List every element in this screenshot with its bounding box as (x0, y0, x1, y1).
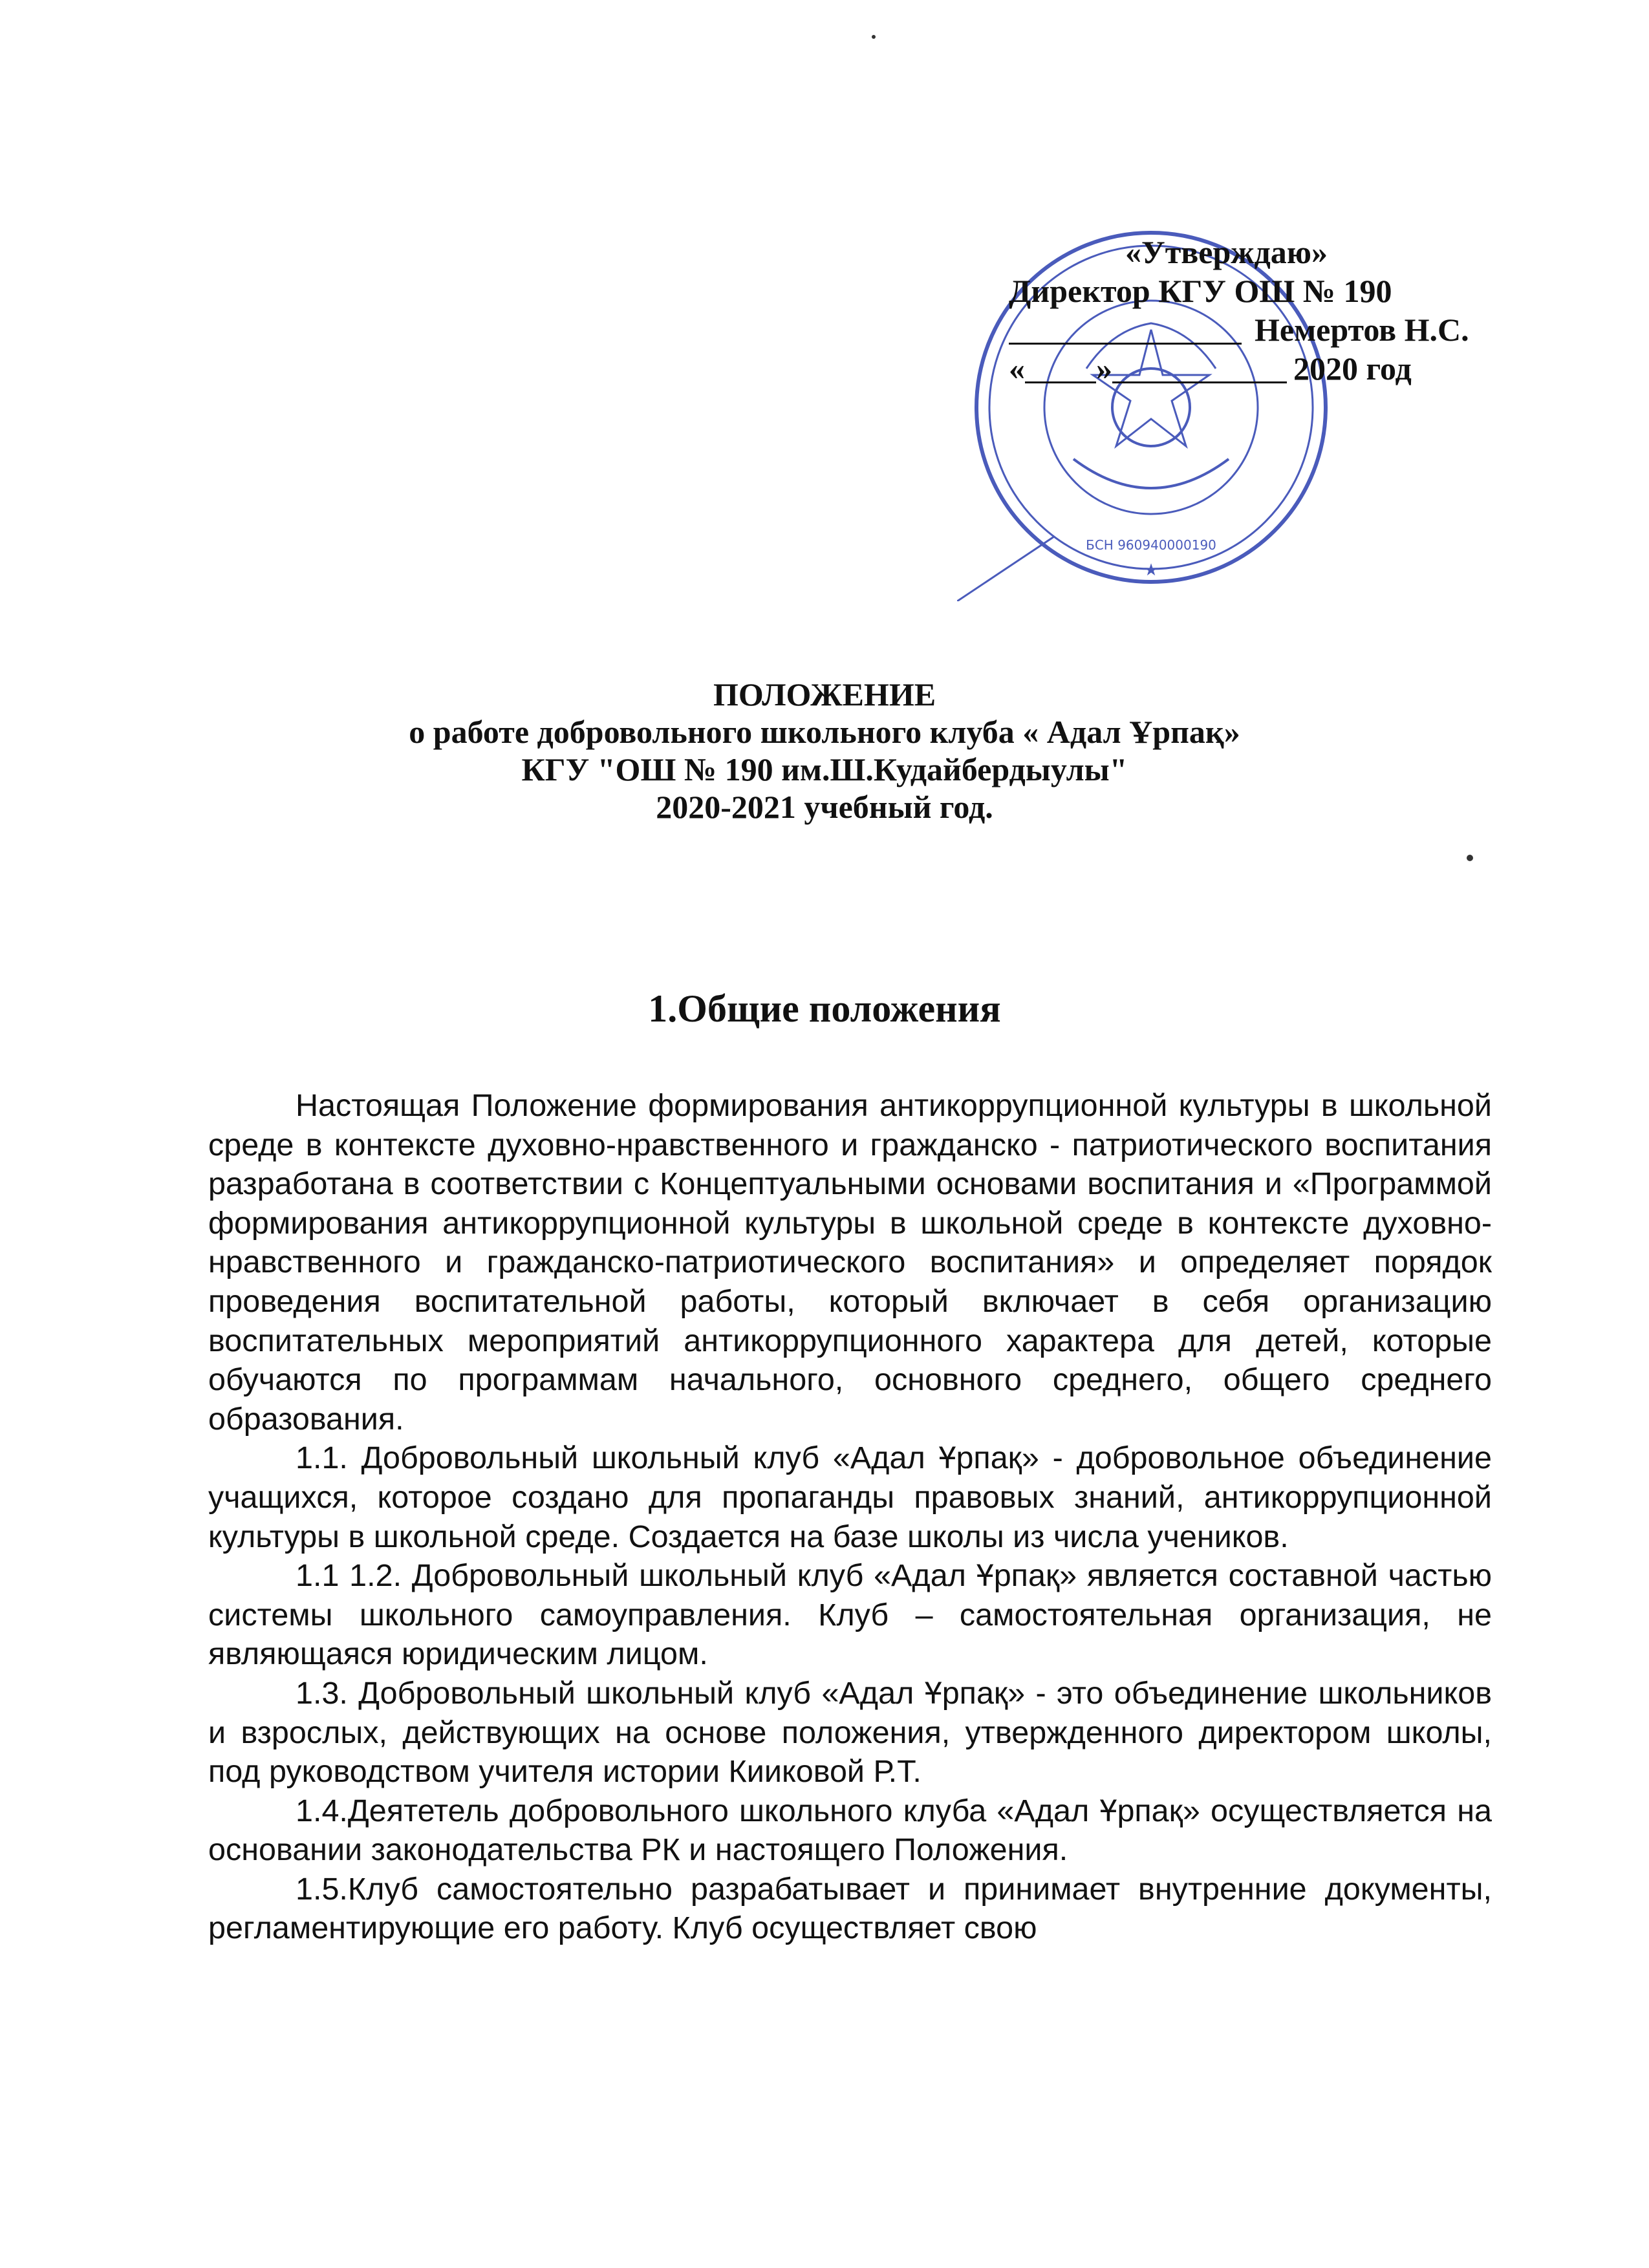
title-line-1: ПОЛОЖЕНИЕ (713, 676, 936, 712)
section-heading: 1.Общие положения (648, 987, 1001, 1030)
date-open-quote: « (1009, 350, 1025, 387)
approval-director: Директор КГУ ОШ № 190 (1009, 273, 1392, 309)
signature-underline (1009, 310, 1242, 345)
svg-text:БСН 960940000190: БСН 960940000190 (1086, 537, 1216, 553)
date-close-quote: » (1096, 350, 1112, 387)
paragraph: Настоящая Положение формирования антикоррупционной культуры в школьной среде в контексте духовно-нравственного и гражданско - патриотического воспитания разработана в соответствии с Концептуальными основами воспитания и «Программой формирования антикоррупционной культуры в школьной среде в контексте духовно-нравственного и гражданско-патриотического воспитания» и определяет порядок проведения воспитательной работы, который включает в себя организацию воспитательных мероприятий антикоррупционного характера для детей, которые обучаются по программам начального, основного среднего, общего среднего образования. (208, 1088, 1492, 1437)
approval-block (1009, 233, 1520, 388)
approval-signature-line (1009, 310, 1520, 349)
scan-speck (872, 35, 876, 39)
paragraph: 1.3. Добровольный школьный клуб «Адал Ұрпақ» - это объединение школьников и взрослых, действующих на основе положения, утвержденного директором школы, под руководством учителя истории Кииковой Р.Т. (208, 1675, 1492, 1790)
title-line-2: о работе добровольного школьного клуба « Адал Ұрпақ» (409, 714, 1240, 750)
title-line-4: 2020-2021 учебный год. (656, 789, 993, 825)
svg-text:★: ★ (1143, 561, 1159, 580)
date-day-underline (1025, 349, 1096, 383)
document-title (194, 676, 1455, 826)
paragraph: 1.4.Деятетель добровольного школьного клуба «Адал Ұрпақ» осуществляется на основании законодательства РК и настоящего Положения. (208, 1793, 1492, 1868)
paragraph: 1.5.Клуб самостоятельно разрабатывает и принимает внутренние документы, регламентирующие его работу. Клуб осуществляет свою (208, 1871, 1492, 1946)
title-line-3: КГУ "ОШ № 190 им.Ш.Кудайбердыулы" (521, 751, 1128, 787)
approval-year: 2020 год (1293, 350, 1412, 387)
paragraph: 1.1. Добровольный школьный клуб «Адал Ұрпақ» - добровольное объединение учащихся, которое создано для пропаганды правовых знаний, антикоррупционной культуры в школьной среде. Создается на базе школы из числа учеников. (208, 1440, 1492, 1554)
date-month-underline (1112, 349, 1287, 383)
section-body (208, 1086, 1492, 1948)
approval-director-name: Немертов Н.С. (1255, 312, 1469, 348)
scan-speck (1467, 855, 1473, 861)
approval-date-line (1009, 349, 1520, 388)
paragraph: 1.1 1.2. Добровольный школьный клуб «Адал Ұрпақ» является составной частью системы школьного самоуправления. Клуб – самостоятельная организация, не являющаяся юридическим лицом. (208, 1558, 1492, 1672)
approval-title: «Утверждаю» (1125, 234, 1328, 270)
